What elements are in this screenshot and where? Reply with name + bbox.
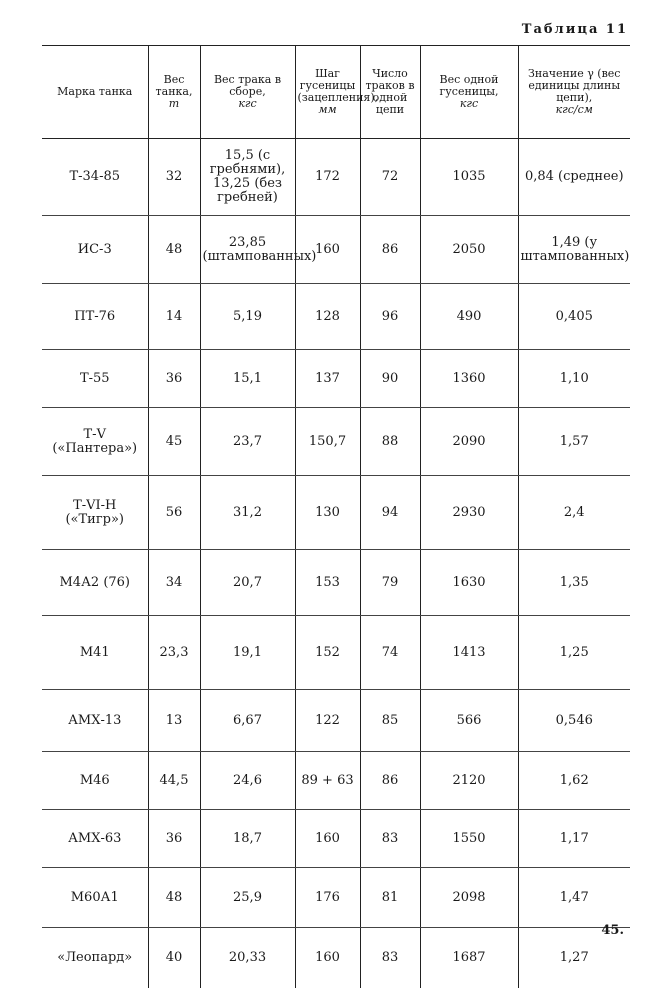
header-cell: Вес трака в сборе, кгс [200,46,295,139]
cell-chain: 2120 [420,752,518,810]
cell-track: 31,2 [200,476,295,550]
cell-weight: 40 [148,928,200,988]
cell-gamma: 2,4 [518,476,630,550]
table-row [42,690,630,752]
cell-pitch: 160 [295,216,360,284]
cell-links: 74 [360,616,420,690]
cell-weight: 36 [148,810,200,868]
cell-pitch: 153 [295,550,360,616]
cell-weight: 48 [148,216,200,284]
header-cell: Значение γ (вес единицы длины цепи), кгс/см [518,46,630,139]
cell-links: 94 [360,476,420,550]
table-row [42,550,630,616]
cell-pitch: 160 [295,928,360,988]
cell-track: 5,19 [200,284,295,350]
cell-pitch: 172 [295,139,360,216]
cell-weight: 48 [148,868,200,928]
cell-links: 79 [360,550,420,616]
cell-gamma: 1,10 [518,350,630,408]
table-row [42,476,630,550]
cell-name: М41 [42,616,148,690]
cell-track: 18,7 [200,810,295,868]
cell-track: 19,1 [200,616,295,690]
table-row [42,752,630,810]
cell-chain: 1360 [420,350,518,408]
tank-track-table [42,45,630,988]
header-cell: Число траков в одной цепи [360,46,420,139]
cell-chain: 2050 [420,216,518,284]
cell-pitch: 176 [295,868,360,928]
cell-weight: 45 [148,408,200,476]
header-row [42,46,630,139]
page-number: 45. [601,923,624,938]
cell-chain: 566 [420,690,518,752]
cell-track: 20,33 [200,928,295,988]
cell-name: ПТ-76 [42,284,148,350]
cell-name: ИС-3 [42,216,148,284]
cell-gamma: 1,35 [518,550,630,616]
cell-name: М60А1 [42,868,148,928]
table-row [42,284,630,350]
table-row [42,616,630,690]
cell-weight: 44,5 [148,752,200,810]
cell-chain: 2098 [420,868,518,928]
cell-name: М4А2 (76) [42,550,148,616]
cell-name: АМХ-63 [42,810,148,868]
header-cell: Вес танка, т [148,46,200,139]
table-row [42,350,630,408]
cell-pitch: 89 + 63 [295,752,360,810]
cell-chain: 1413 [420,616,518,690]
cell-chain: 1687 [420,928,518,988]
cell-pitch: 152 [295,616,360,690]
cell-track: 15,1 [200,350,295,408]
cell-weight: 36 [148,350,200,408]
cell-links: 85 [360,690,420,752]
cell-gamma: 1,57 [518,408,630,476]
cell-weight: 56 [148,476,200,550]
cell-name: АМХ-13 [42,690,148,752]
table-row [42,216,630,284]
table-row [42,408,630,476]
cell-weight: 32 [148,139,200,216]
table-row [42,928,630,988]
cell-links: 86 [360,752,420,810]
header-cell: Вес одной гусеницы, кгс [420,46,518,139]
cell-links: 72 [360,139,420,216]
cell-gamma: 1,47 [518,868,630,928]
cell-links: 96 [360,284,420,350]
cell-weight: 34 [148,550,200,616]
cell-name: М46 [42,752,148,810]
cell-pitch: 150,7 [295,408,360,476]
cell-chain: 1035 [420,139,518,216]
cell-pitch: 130 [295,476,360,550]
cell-track: 6,67 [200,690,295,752]
cell-links: 86 [360,216,420,284]
header-cell: Марка танка [42,46,148,139]
table-caption: Таблица 11 [521,22,628,37]
cell-chain: 1630 [420,550,518,616]
cell-pitch: 122 [295,690,360,752]
cell-gamma: 0,405 [518,284,630,350]
cell-chain: 490 [420,284,518,350]
cell-track: 23,7 [200,408,295,476]
cell-links: 83 [360,810,420,868]
table-row [42,139,630,216]
cell-weight: 13 [148,690,200,752]
cell-chain: 2930 [420,476,518,550]
table-row [42,810,630,868]
cell-track: 20,7 [200,550,295,616]
cell-name: Т-34-85 [42,139,148,216]
cell-track: 15,5 (с гребнями), 13,25 (без гребней) [200,139,295,216]
cell-pitch: 137 [295,350,360,408]
cell-links: 81 [360,868,420,928]
cell-track: 24,6 [200,752,295,810]
cell-name: Т-55 [42,350,148,408]
cell-chain: 1550 [420,810,518,868]
cell-gamma: 0,84 (среднее) [518,139,630,216]
cell-track: 23,85 (штампованных) [200,216,295,284]
table-row [42,868,630,928]
cell-gamma: 1,25 [518,616,630,690]
cell-pitch: 128 [295,284,360,350]
cell-weight: 23,3 [148,616,200,690]
cell-gamma: 1,62 [518,752,630,810]
cell-name: Т-V («Пантера») [42,408,148,476]
cell-weight: 14 [148,284,200,350]
cell-chain: 2090 [420,408,518,476]
cell-track: 25,9 [200,868,295,928]
cell-name: «Леопард» [42,928,148,988]
cell-gamma: 1,17 [518,810,630,868]
cell-gamma: 1,49 (у штампованных) [518,216,630,284]
cell-gamma: 0,546 [518,690,630,752]
cell-name: Т-VI-Н («Тигр») [42,476,148,550]
cell-gamma: 1,27 [518,928,630,988]
cell-links: 83 [360,928,420,988]
cell-links: 88 [360,408,420,476]
header-cell: Шаг гусеницы (зацепления), мм [295,46,360,139]
cell-links: 90 [360,350,420,408]
cell-pitch: 160 [295,810,360,868]
